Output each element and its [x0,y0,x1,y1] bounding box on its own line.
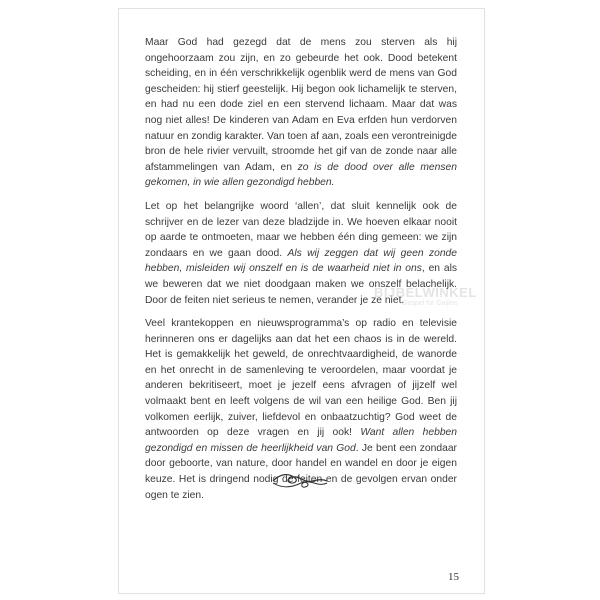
text-run: Veel krantekoppen en nieuwsprogramma’s op radio en televisie herinneren ons er dagelijks aan dat het een chaos is in de wereld. Het is gemakkelijk het geweld, de onrechtvaardigheid, de wanorde en het onrecht in de samenleving te veroordelen, maar voordat je anderen bekritiseert, moet je jezelf eens afvragen of jijzelf wel volmaakt bent en leeft volgens de wil van een heilige God. Ben jij volkomen eerlijk, zuiver, liefdevol en onbaatzuchtig? God weet de antwoorden op deze vragen en jij ook! [145,318,457,439]
page-number: 15 [448,571,459,583]
watermark-subtitle: Gospel for Gaijins [402,300,458,307]
text-run: Maar God had gezegd dat de mens zou sterven als hij ongehoorzaam zou zijn, en zo gebeurde het ook. Dood betekent scheiding, en in één verschrikkelijk ogenblik werd de mens van God gescheiden: hij stierf geestelijk. Hij begon ook lichamelijk te sterven, en had nu een dode ziel en een stervend lichaam. Maar dat was nog niet alles! De kinderen van Adam en Eva erfden hun verdorven natuur en zondig karakter. Van toen af aan, zoals een verontreinigde bron de hele rivier vervuilt, stroomde het gif van de zonde naar alle afstammelingen van Adam, en [145,37,457,173]
flourish-ornament-icon [269,469,331,491]
text-run: . Je bent een zondaar door geboorte, van nature, door handel en wandel en door je eigen keuze. Het is dringend nodig de feiten en de gevolgen ervan onder ogen te zien. [145,442,457,501]
scripture-quote: Als wij zeggen dat wij geen zonde hebben, misleiden wij onszelf en is de waarheid niet in ons [145,247,457,275]
watermark-title: BIJBELWINKEL [374,285,477,300]
scripture-quote: zo is de dood over alle mensen gekomen, in wie allen gezondigd hebben. [145,161,457,189]
watermark [374,285,484,315]
scripture-quote: Want allen hebben gezondigd en missen de heerlijkheid van God [145,427,457,454]
text-run: , en als we beweren dat we niet doodgaan maken we onszelf belachelijk. Door de feiten niet serieus te nemen, verander je ze niet. [145,263,458,306]
text-run: Let op het belangrijke woord ‘allen’, dat sluit kennelijk ook de schrijver en de lezer van deze bladzijde in. We hoeven elkaar nooit op aarde te ontmoeten, maar we hebben één ding gemeen: we zijn zondaars en we gaan dood. [145,200,457,259]
body-text [145,35,457,511]
paragraph [145,35,457,191]
book-page [118,8,485,594]
